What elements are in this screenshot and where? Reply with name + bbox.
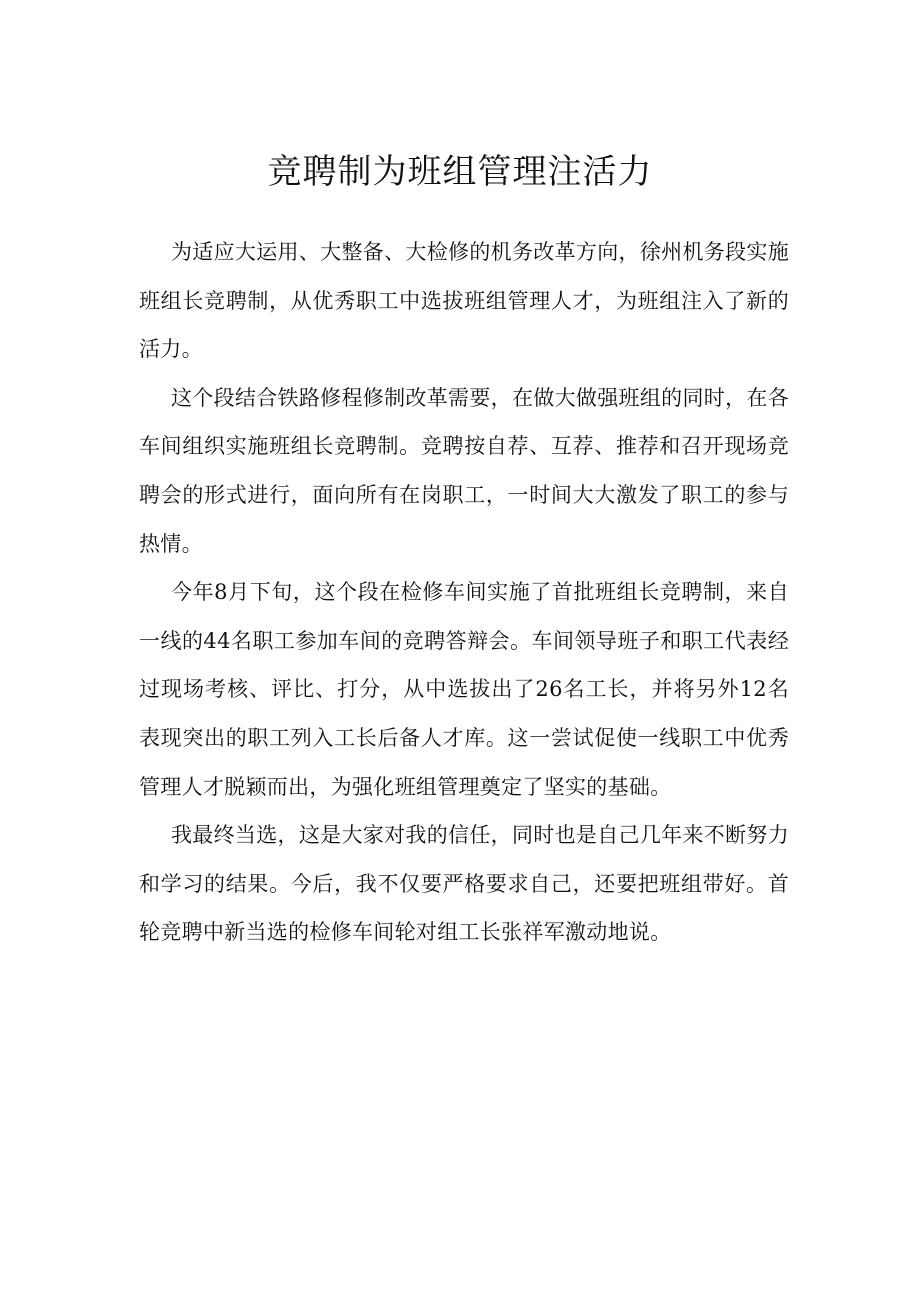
paragraph-2: 这个段结合铁路修程修制改革需要，在做大做强班组的同时，在各车间组织实施班组长竞聘制。竞聘按自荐、互荐、推荐和召开现场竞聘会的形式进行，面向所有在岗职工，一时间大大激发了职工的参与热情。	[139, 385, 789, 556]
paragraph-4: 我最终当选，这是大家对我的信任，同时也是自己几年来不断努力和学习的结果。今后，我不仅要严格要求自己，还要把班组带好。首轮竞聘中新当选的检修车间轮对组工长张祥军激动地说。	[139, 823, 789, 945]
paragraph-3: 今年8月下旬，这个段在检修车间实施了首批班组长竞聘制，来自一线的44名职工参加车间的竞聘答辩会。车间领导班子和职工代表经过现场考核、评比、打分，从中选拔出了26名工长，并将另外12名表现突出的职工列入工长后备人才库。这一尝试促使一线职工中优秀管理人才脱颖而出，为强化班组管理奠定了坚实的基础。	[139, 580, 789, 799]
paragraph-1: 为适应大运用、大整备、大检修的机务改革方向，徐州机务段实施班组长竞聘制，从优秀职工中选拔班组管理人才，为班组注入了新的活力。	[139, 240, 789, 362]
document-body	[139, 228, 789, 957]
document-title: 竞聘制为班组管理注活力	[267, 152, 653, 192]
